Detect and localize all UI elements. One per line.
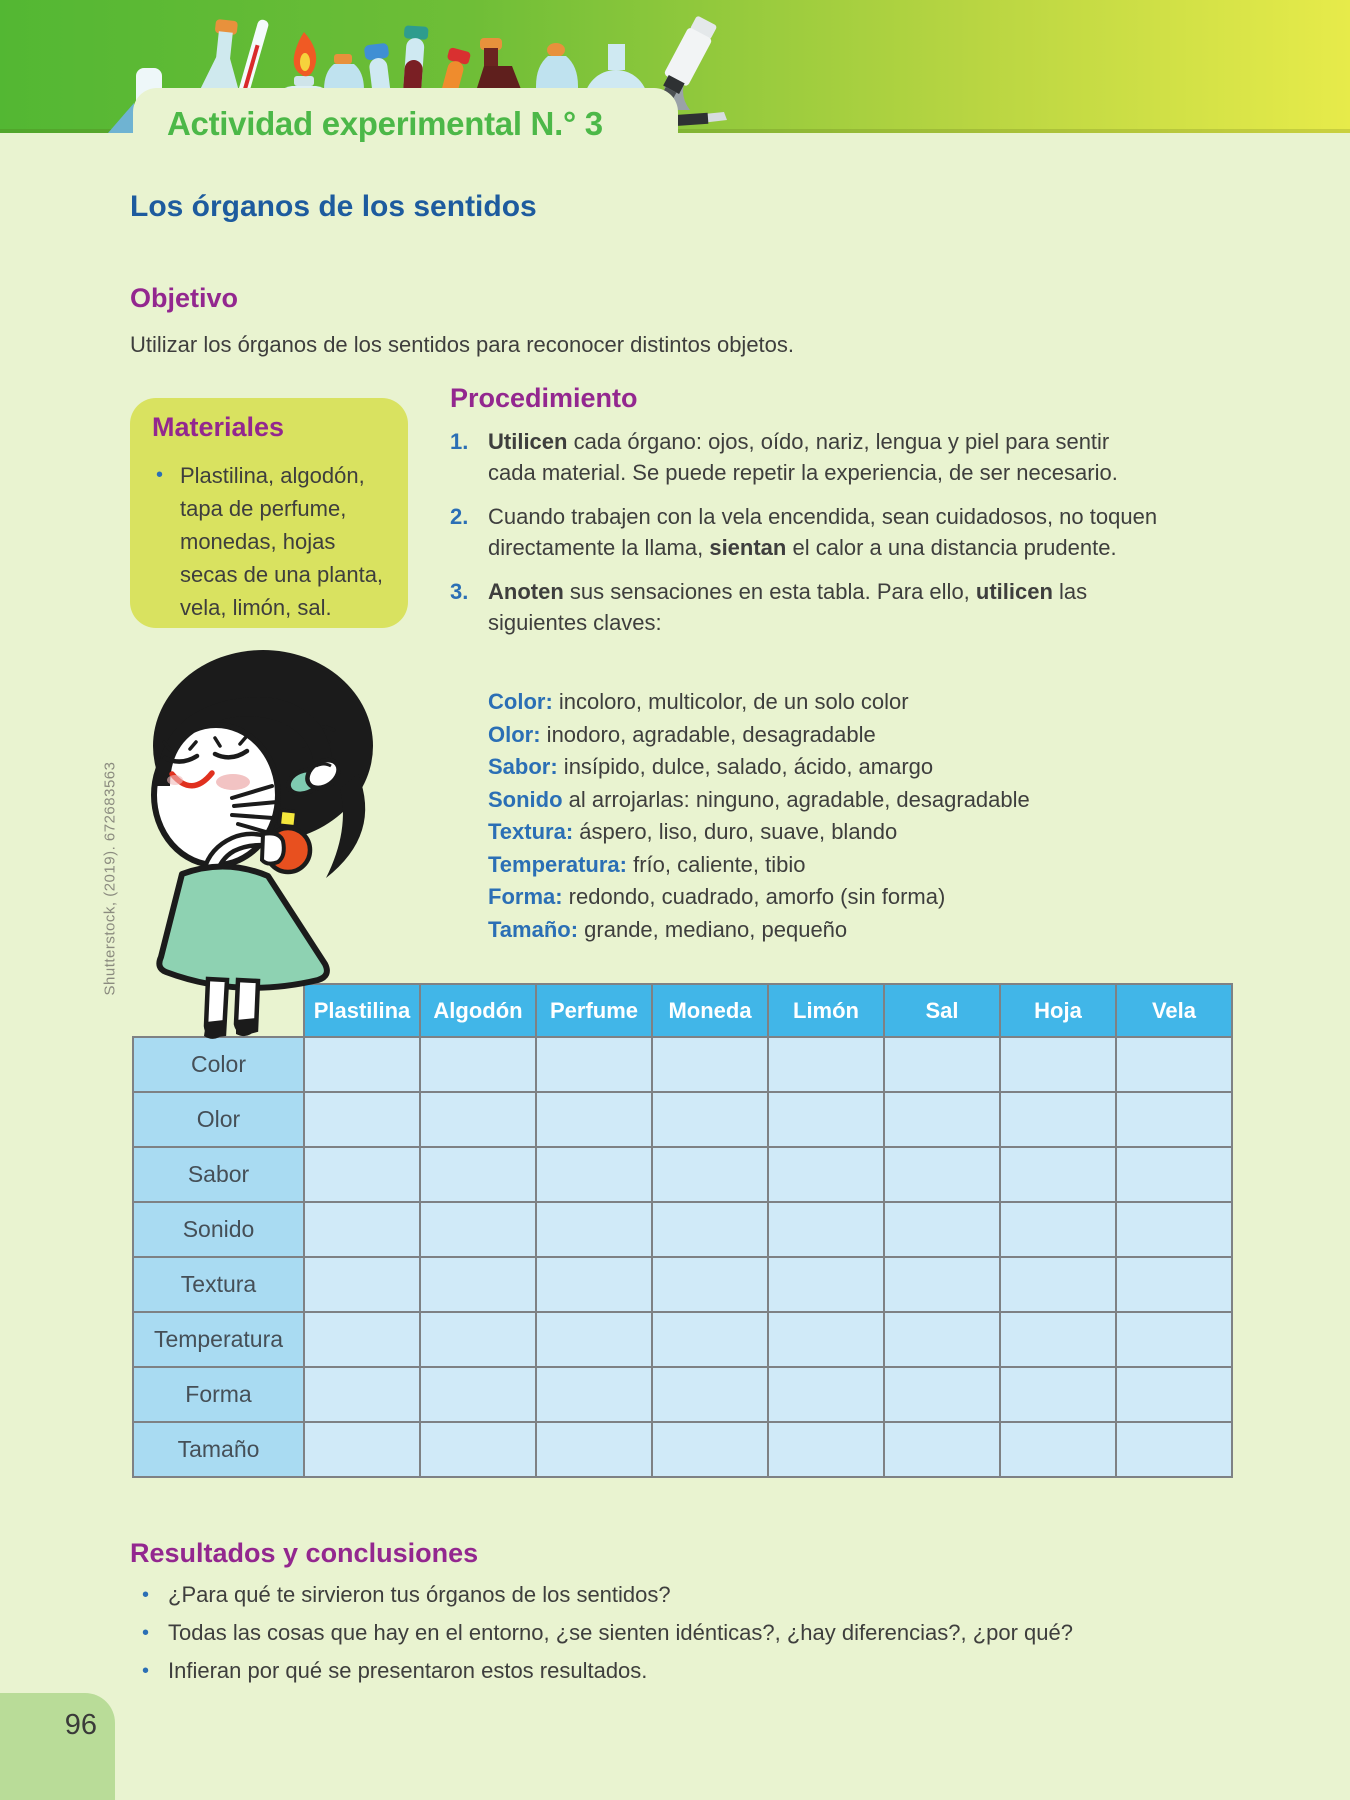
materiales-item-text: Plastilina, algodón, tapa de perfume, monedas, hojas secas de una planta, vela, limón, sal. [180,463,384,620]
table-cell[interactable] [652,1202,768,1257]
clave-line [488,751,1168,784]
table-cell[interactable] [884,1202,1000,1257]
table-cell[interactable] [1116,1312,1232,1367]
resultado-text: Todas las cosas que hay en el entorno, ¿se sienten idénticas?, ¿hay diferencias?, ¿por qué? [168,1620,1073,1645]
table-cell[interactable] [1116,1037,1232,1092]
table-cell[interactable] [304,1147,420,1202]
table-cell[interactable] [884,1037,1000,1092]
table-cell[interactable] [420,1202,536,1257]
image-credit: Shutterstock, (2019). 672683563 [101,761,119,996]
table-cell[interactable] [652,1147,768,1202]
table-cell[interactable] [768,1257,884,1312]
table-cell[interactable] [768,1422,884,1477]
clave-line [488,784,1168,817]
table-cell[interactable] [884,1147,1000,1202]
activity-title-box [133,88,678,160]
clave-value: redondo, cuadrado, amorfo (sin forma) [562,884,946,909]
step-text: Anoten sus sensaciones en esta tabla. Para ello, utilicen las siguientes claves: [488,579,1088,635]
table-cell[interactable] [304,1312,420,1367]
table-cell[interactable] [652,1092,768,1147]
clave-key: Forma: [488,884,563,909]
procedure-step [450,576,1160,638]
step-text: Utilicen cada órgano: ojos, oído, nariz, lengua y piel para sentir cada material. Se puede repetir la experiencia, de ser necesario. [488,429,1118,485]
table-cell[interactable] [420,1257,536,1312]
clave-key: Color: [488,689,553,714]
column-header: Hoja [1000,984,1116,1037]
table-cell[interactable] [768,1312,884,1367]
table-cell[interactable] [884,1312,1000,1367]
table-cell[interactable] [1000,1092,1116,1147]
procedimiento-heading: Procedimiento [450,383,638,413]
row-label: Color [133,1037,304,1092]
procedimiento-steps [450,426,1160,651]
column-header: Limón [768,984,884,1037]
table-cell[interactable] [1000,1367,1116,1422]
clave-key: Temperatura: [488,851,627,877]
table-cell[interactable] [536,1092,652,1147]
activity-title: Actividad experimental N.° 3 [167,105,603,142]
table-cell[interactable] [1116,1367,1232,1422]
page-number-tab [0,1693,115,1800]
table-cell[interactable] [652,1037,768,1092]
table-row [133,1202,1232,1257]
table-cell[interactable] [420,1312,536,1367]
table-cell[interactable] [884,1422,1000,1477]
table-row [133,1312,1232,1367]
page-title: Los órganos de los sentidos [130,190,537,223]
table-cell[interactable] [536,1422,652,1477]
girl-smelling-perfume-illustration [120,634,442,1062]
table-cell[interactable] [884,1367,1000,1422]
table-cell[interactable] [1116,1422,1232,1477]
table-cell[interactable] [1000,1202,1116,1257]
table-cell[interactable] [768,1147,884,1202]
table-cell[interactable] [304,1367,420,1422]
bullet-icon: • [142,1622,150,1644]
table-row [133,1422,1232,1477]
table-cell[interactable] [536,1312,652,1367]
table-cell[interactable] [420,1422,536,1477]
table-cell[interactable] [536,1037,652,1092]
column-header: Sal [884,984,1000,1037]
clave-value: insípido, dulce, salado, ácido, amargo [557,754,934,779]
table-cell[interactable] [1116,1092,1232,1147]
clave-value: inodoro, agradable, desagradable [540,721,876,747]
resultado-bullet [138,1582,1218,1608]
table-cell[interactable] [884,1257,1000,1312]
objetivo-heading: Objetivo [130,283,239,313]
clave-line [488,849,1168,882]
column-header: Vela [1116,984,1232,1037]
clave-line [488,686,1168,719]
resultados-heading: Resultados y conclusiones [130,1538,479,1568]
clave-key: Sonido [488,786,563,812]
clave-line [488,881,1168,914]
table-cell[interactable] [1000,1037,1116,1092]
table-cell[interactable] [1000,1312,1116,1367]
row-label: Sabor [133,1147,304,1202]
resultados-list [138,1582,1218,1696]
resultado-bullet [138,1620,1218,1646]
clave-line [488,816,1168,849]
clave-value: incoloro, multicolor, de un solo color [552,689,909,714]
table-cell[interactable] [652,1367,768,1422]
resultado-text: Infieran por qué se presentaron estos resultados. [168,1658,648,1683]
table-cell[interactable] [304,1202,420,1257]
clave-value: frío, caliente, tibio [626,851,806,877]
bullet-icon: • [142,1660,150,1682]
clave-key: Tamaño: [488,916,579,942]
table-cell[interactable] [768,1037,884,1092]
step-text: Cuando trabajen con la vela encendida, sean cuidadosos, no toquen directamente la llama, sientan el calor a una distancia prudente. [488,504,1158,560]
table-cell[interactable] [1000,1422,1116,1477]
table-row [133,1367,1232,1422]
clave-value: grande, mediano, pequeño [578,916,848,942]
table-cell[interactable] [420,1092,536,1147]
table-cell[interactable] [536,1202,652,1257]
table-cell[interactable] [536,1257,652,1312]
column-header: Algodón [420,984,536,1037]
table-row [133,1092,1232,1147]
column-header: Perfume [536,984,652,1037]
table-row [133,1147,1232,1202]
row-label: Textura [133,1257,304,1312]
table-cell[interactable] [1116,1147,1232,1202]
column-header: Plastilina [304,984,420,1037]
clave-line [488,914,1168,947]
table-cell[interactable] [536,1367,652,1422]
table-cell[interactable] [420,1147,536,1202]
materiales-heading: Materiales [152,412,285,442]
table-cell[interactable] [652,1312,768,1367]
table-cell[interactable] [884,1092,1000,1147]
column-header: Moneda [652,984,768,1037]
clave-key: Olor: [488,721,541,747]
bullet-icon: • [156,464,164,486]
procedure-step [450,501,1160,563]
claves-list [488,686,1168,946]
resultado-bullet [138,1658,1218,1684]
table-cell[interactable] [304,1257,420,1312]
step-number: 3. [450,579,469,604]
table-cell[interactable] [1000,1257,1116,1312]
step-number: 1. [450,429,469,454]
materiales-item [152,459,392,624]
clave-value: al arrojarlas: ninguno, agradable, desagradable [562,786,1030,812]
row-label: Temperatura [133,1312,304,1367]
clave-value: áspero, liso, duro, suave, blando [573,819,898,844]
bullet-icon: • [142,1584,150,1606]
table-cell[interactable] [768,1202,884,1257]
table-cell[interactable] [304,1092,420,1147]
page-number: 96 [64,1709,97,1741]
row-label: Olor [133,1092,304,1147]
table-cell[interactable] [652,1257,768,1312]
materiales-list [152,459,392,624]
clave-key: Textura: [488,819,574,844]
table-cell[interactable] [304,1422,420,1477]
table-cell[interactable] [536,1147,652,1202]
step-number: 2. [450,504,469,529]
row-label: Sonido [133,1202,304,1257]
objetivo-text: Utilizar los órganos de los sentidos para reconocer distintos objetos. [130,332,795,357]
resultado-text: ¿Para qué te sirvieron tus órganos de los sentidos? [168,1582,671,1607]
row-label: Tamaño [133,1422,304,1477]
table-row [133,1257,1232,1312]
clave-line [488,719,1168,752]
procedure-step [450,426,1160,488]
row-label: Forma [133,1367,304,1422]
table-cell[interactable] [768,1092,884,1147]
clave-key: Sabor: [488,754,558,779]
table-cell[interactable] [1000,1147,1116,1202]
table-cell[interactable] [1116,1257,1232,1312]
materiales-box [130,398,408,628]
table-cell[interactable] [768,1367,884,1422]
corner-triangle-decoration [108,103,134,133]
table-cell[interactable] [420,1367,536,1422]
table-cell[interactable] [1116,1202,1232,1257]
table-cell[interactable] [652,1422,768,1477]
